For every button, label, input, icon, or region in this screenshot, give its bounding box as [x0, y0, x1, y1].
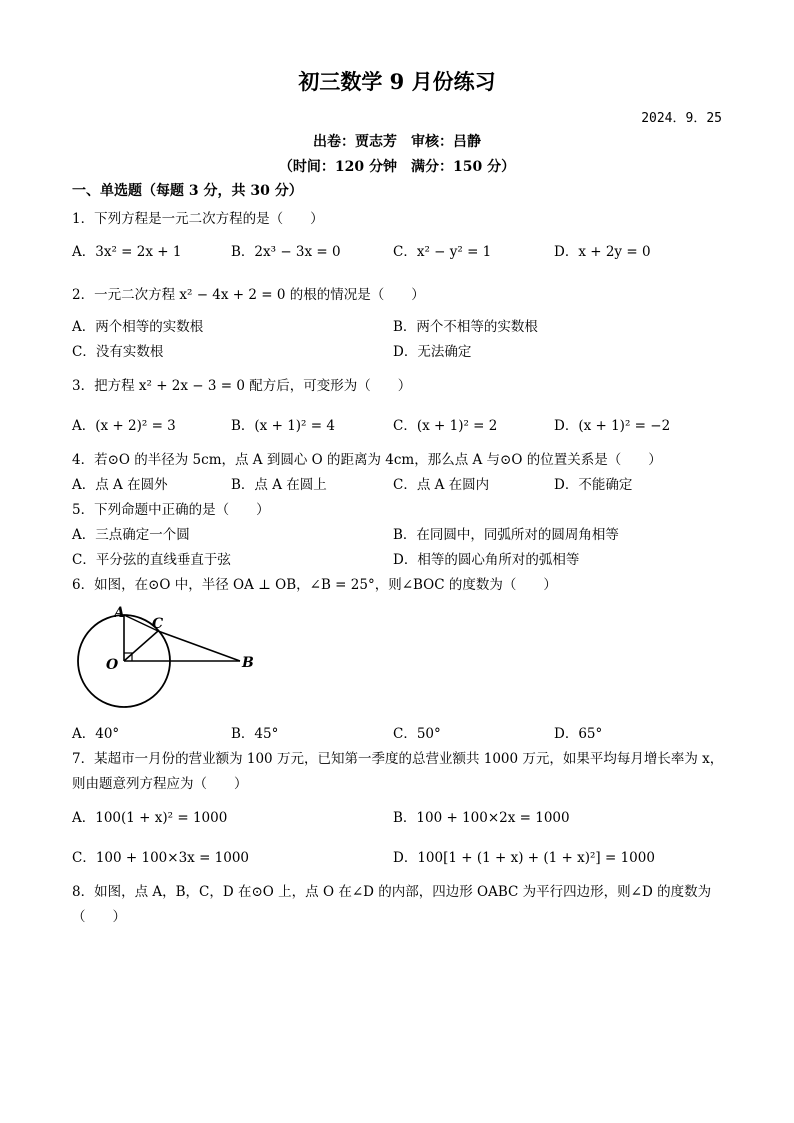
q5-option-a: A．三点确定一个圆 [72, 527, 190, 543]
circle-figure [72, 603, 262, 713]
label-a: A [114, 605, 125, 621]
label-o: O [106, 657, 119, 673]
q6-option-a: A．40° [72, 726, 120, 742]
q7-option-b: B．100 + 100×2x = 1000 [393, 810, 570, 826]
radius-oc [124, 631, 158, 661]
question-8-stem-cont: （ ） [72, 909, 126, 925]
authors-line: 出卷：贾志芳 审核：吕静 [313, 134, 481, 150]
q6-option-b: B．45° [231, 726, 279, 742]
q4-option-d: D．不能确定 [554, 477, 633, 493]
question-4-stem: 4．若⊙O 的半径为 5cm，点 A 到圆心 O 的距离为 4cm，那么点 A 与⊙O 的位置关系是（ ） [72, 452, 662, 468]
section-heading: 一、单选题（每题 3 分，共 30 分） [72, 183, 303, 199]
question-6-stem: 6．如图，在⊙O 中，半径 OA ⊥ OB，∠B = 25°，则∠BOC 的度数为（ ） [72, 577, 557, 593]
q1-option-d: D．x + 2y = 0 [554, 244, 651, 260]
q7-option-a: A．100(1 + x)² = 1000 [72, 810, 228, 826]
q5-option-d: D．相等的圆心角所对的弧相等 [393, 552, 580, 568]
q4-option-a: A．点 A 在圆外 [72, 477, 168, 493]
q5-option-b: B．在同圆中，同弧所对的圆周角相等 [393, 527, 619, 543]
q7-option-d: D．100[1 + (1 + x) + (1 + x)²] = 1000 [393, 850, 655, 866]
q2-option-d: D．无法确定 [393, 344, 472, 360]
exam-date: 2024．9．25 [641, 111, 722, 126]
question-2-stem: 2．一元二次方程 x² − 4x + 2 = 0 的根的情况是（ ） [72, 287, 425, 303]
exam-title: 初三数学 9 月份练习 [298, 69, 496, 94]
q5-option-c: C．平分弦的直线垂直于弦 [72, 552, 231, 568]
question-3-stem: 3．把方程 x² + 2x − 3 = 0 配方后，可变形为（ ） [72, 378, 412, 394]
q2-option-b: B．两个不相等的实数根 [393, 319, 538, 335]
q3-option-d: D．(x + 1)² = −2 [554, 418, 671, 434]
q7-option-c: C．100 + 100×3x = 1000 [72, 850, 250, 866]
q2-option-c: C．没有实数根 [72, 344, 164, 360]
question-5-stem: 5．下列命题中正确的是（ ） [72, 502, 270, 518]
time-score-line: （时间：120 分钟 满分：150 分） [278, 159, 516, 175]
question-1-stem: 1．下列方程是一元二次方程的是（ ） [72, 211, 324, 227]
q6-option-c: C．50° [393, 726, 441, 742]
q3-option-c: C．(x + 1)² = 2 [393, 418, 498, 434]
question-7-stem-cont: 则由题意列方程应为（ ） [72, 776, 248, 792]
q1-option-a: A．3x² = 2x + 1 [72, 244, 182, 260]
q6-option-d: D．65° [554, 726, 603, 742]
q1-option-c: C．x² − y² = 1 [393, 244, 492, 260]
question-8-stem: 8．如图，点 A，B，C，D 在⊙O 上，点 O 在∠D 的内部，四边形 OABC 为平行四边形，则∠D 的度数为 [72, 884, 712, 900]
label-b: B [242, 655, 254, 671]
q4-option-b: B．点 A 在圆上 [231, 477, 327, 493]
q3-option-b: B．(x + 1)² = 4 [231, 418, 335, 434]
q1-option-b: B．2x³ − 3x = 0 [231, 244, 341, 260]
q2-option-a: A．两个相等的实数根 [72, 319, 204, 335]
q3-option-a: A．(x + 2)² = 3 [72, 418, 176, 434]
label-c: C [152, 616, 164, 632]
q4-option-c: C．点 A 在圆内 [393, 477, 490, 493]
question-7-stem: 7．某超市一月份的营业额为 100 万元，已知第一季度的总营业额共 1000 万元，如果平均每月增长率为 x， [72, 751, 724, 767]
